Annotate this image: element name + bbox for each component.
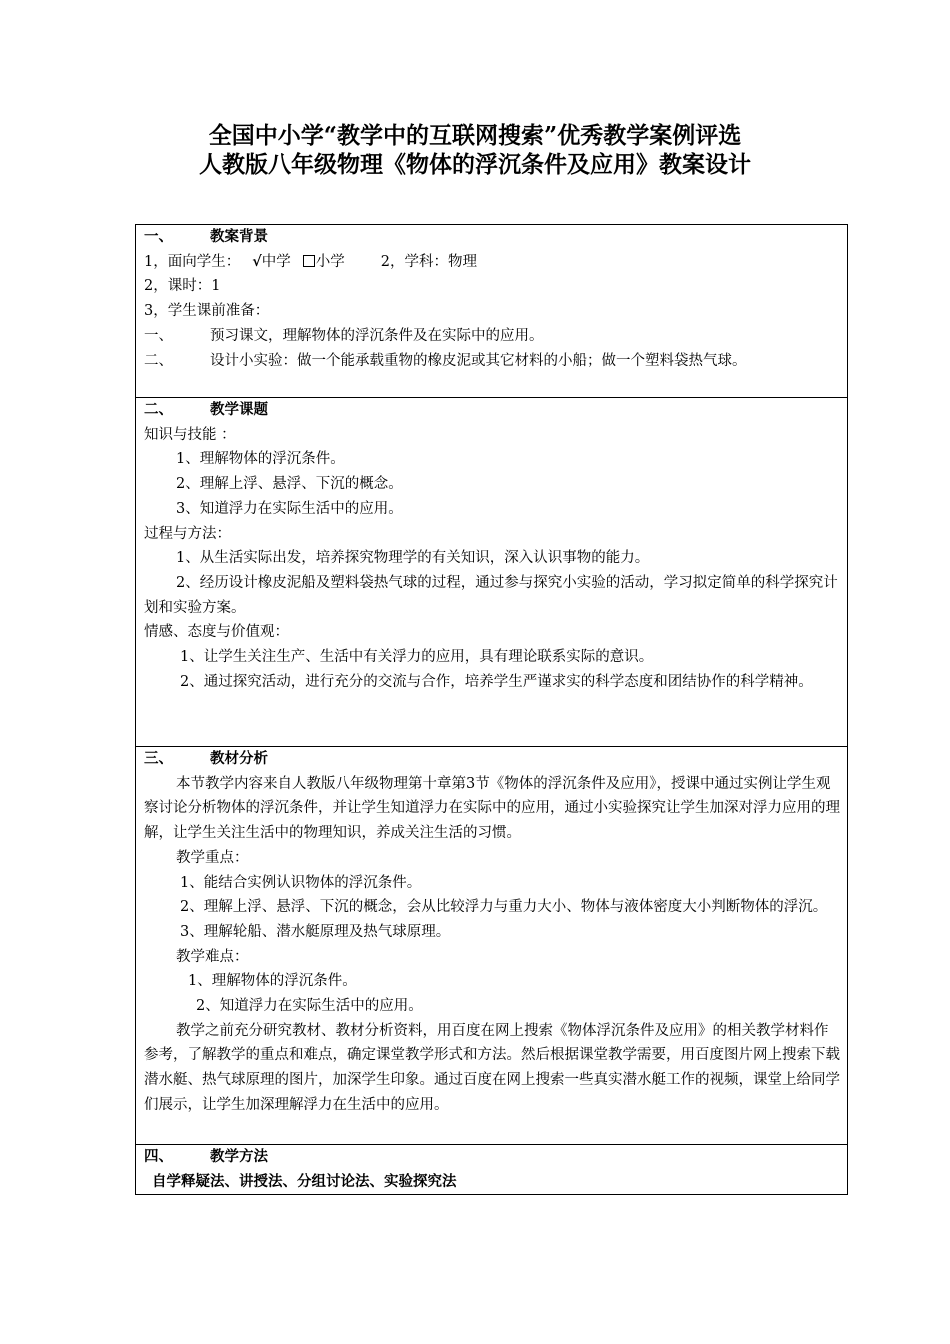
section-number: 二、: [144, 401, 173, 418]
key-points-label: 教学重点：: [176, 849, 249, 866]
process-label: 过程与方法：: [144, 525, 231, 542]
prep-item-2: 二、 设计小实验：做一个能承载重物的橡皮泥或其它材料的小船；做一个塑料袋热气球。: [144, 352, 747, 369]
key-point-item: 3、理解轮船、潜水艇原理及热气球原理。: [180, 923, 451, 940]
subject-label: 2，学科：物理: [380, 253, 477, 270]
difficulties-label: 教学难点：: [176, 948, 249, 965]
section-number: 三、: [144, 750, 173, 767]
option-middle-school: 中学: [261, 253, 291, 270]
key-point-item: 1、能结合实例认识物体的浮沉条件。: [180, 874, 422, 891]
process-item: 2、经历设计橡皮泥船及塑料袋热气球的过程，通过参与探究小实验的活动，学习拟定简单的科学探究计划和实验方案。: [144, 574, 838, 616]
audience-label: 1，面向学生：: [144, 253, 241, 270]
option-primary-school: 小学: [315, 253, 345, 270]
checkbox-icon: [303, 255, 315, 267]
document-title-line1: 全国中小学“教学中的互联网搜索”优秀教学案例评选: [208, 122, 742, 149]
class-hours: 2，课时：1: [144, 278, 221, 295]
difficulty-item: 1、理解物体的浮沉条件。: [188, 973, 357, 990]
analysis-paragraph: 教学之前充分研究教材、教材分析资料，用百度在网上搜索《物体浮沉条件及应用》的相关教学材料作参考，了解教学的重点和难点，确定课堂教学形式和方法。然后根据课堂教学需要，用百度图片网上搜索下载潜水艇、热气球原理的图片，加深学生印象。通过百度在网上搜索一些真实潜水艇工作的视频，课堂上给同学们展示，让学生加深理解浮力在生活中的应用。: [144, 1022, 840, 1113]
section-number: 一、: [144, 228, 173, 245]
knowledge-label: 知识与技能 ：: [144, 426, 236, 443]
emotion-item: 2、通过探究活动，进行充分的交流与合作，培养学生严谨求实的科学态度和团结协作的科学精神。: [180, 673, 813, 690]
process-item: 1、从生活实际出发，培养探究物理学的有关知识，深入认识事物的能力。: [176, 550, 650, 567]
teaching-methods-list: 自学释疑法、讲授法、分组讨论法、实验探究法: [152, 1172, 457, 1190]
prep-item-1: 一、 预习课文，理解物体的浮沉条件及在实际中的应用。: [144, 327, 544, 344]
section-topic: [136, 398, 848, 747]
knowledge-item: 3、知道浮力在实际生活中的应用。: [176, 500, 403, 517]
emotion-item: 1、让学生关注生产、生活中有关浮力的应用，具有理论联系实际的意识。: [180, 649, 654, 666]
section-title: 教材分析: [210, 750, 268, 767]
lesson-plan-table: [135, 224, 848, 1195]
section-title: 教案背景: [210, 228, 268, 245]
preparation-label: 3，学生课前准备：: [144, 303, 270, 320]
analysis-paragraph: 本节教学内容来自人教版八年级物理第十章第3节《物体的浮沉条件及应用》，授课中通过实例让学生观察讨论分析物体的浮沉条件，并让学生知道浮力在实际中的应用，通过小实验探究让学生加深对浮力应用的理解，让学生关注生活中的物理知识，养成关注生活的习惯。: [144, 775, 840, 842]
section-title: 教学课题: [210, 401, 268, 418]
section-heading: [144, 225, 841, 250]
checkmark-icon: √: [252, 252, 262, 270]
section-title: 教学方法: [210, 1148, 268, 1165]
knowledge-item: 1、理解物体的浮沉条件。: [176, 451, 345, 468]
emotion-label: 情感、态度与价值观：: [144, 624, 289, 641]
section-teaching-methods: [136, 1145, 848, 1195]
section-material-analysis: [136, 747, 848, 1145]
section-heading: [144, 398, 841, 423]
knowledge-item: 2、理解上浮、悬浮、下沉的概念。: [176, 476, 403, 493]
section-background: [136, 225, 848, 398]
section-number: 四、: [144, 1148, 173, 1165]
difficulty-item: 2、知道浮力在实际生活中的应用。: [196, 998, 423, 1015]
audience-line: [144, 250, 841, 275]
document-title-line2: 人教版八年级物理《物体的浮沉条件及应用》教案设计: [199, 151, 751, 178]
section-heading: [144, 1145, 841, 1170]
section-heading: [144, 747, 841, 772]
key-point-item: 2、理解上浮、悬浮、下沉的概念，会从比较浮力与重力大小、物体与液体密度大小判断物体的浮沉。: [180, 899, 828, 916]
